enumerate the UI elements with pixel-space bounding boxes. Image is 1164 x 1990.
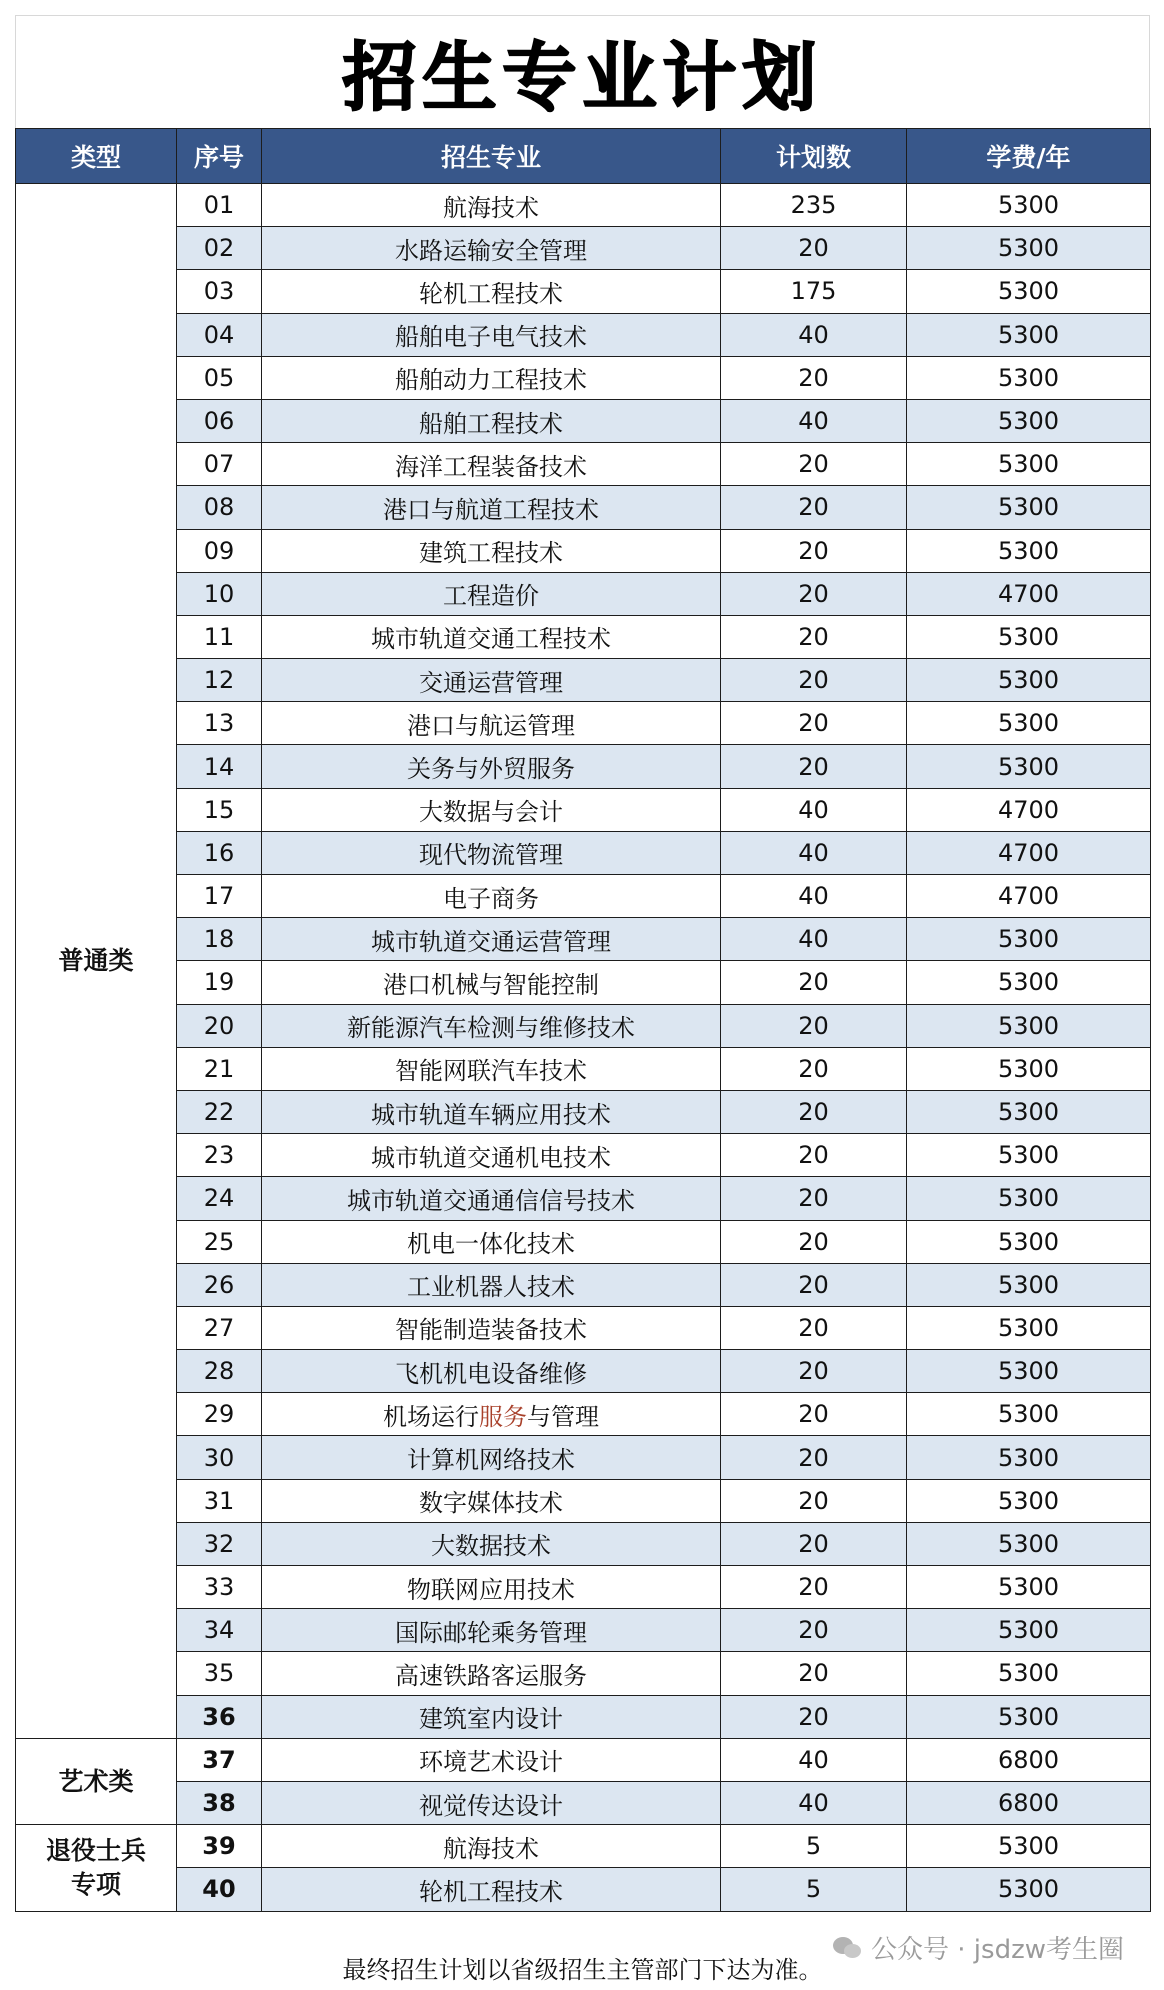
- plan-count: 175: [721, 270, 907, 313]
- table-row: [16, 831, 1151, 874]
- row-number: 11: [177, 615, 262, 658]
- plan-count: 20: [721, 1652, 907, 1695]
- table-row: [16, 184, 1151, 227]
- plan-count: 20: [721, 615, 907, 658]
- tuition-fee: 5300: [907, 1609, 1151, 1652]
- table-header-row: [16, 129, 1151, 184]
- row-number: 23: [177, 1134, 262, 1177]
- tuition-fee: 5300: [907, 1004, 1151, 1047]
- tuition-fee: 5300: [907, 1825, 1151, 1868]
- tuition-fee: 6800: [907, 1738, 1151, 1781]
- major-name: 建筑工程技术: [262, 529, 721, 572]
- major-name: 智能网联汽车技术: [262, 1047, 721, 1090]
- plan-count: 20: [721, 1695, 907, 1738]
- table-row: [16, 702, 1151, 745]
- plan-count: 40: [721, 918, 907, 961]
- table-row: [16, 529, 1151, 572]
- row-number: 05: [177, 356, 262, 399]
- major-name: 船舶电子电气技术: [262, 313, 721, 356]
- table-row: [16, 918, 1151, 961]
- major-name: 港口与航道工程技术: [262, 486, 721, 529]
- tuition-fee: 5300: [907, 356, 1151, 399]
- major-name: 城市轨道交通运营管理: [262, 918, 721, 961]
- plan-count: 20: [721, 702, 907, 745]
- row-number: 10: [177, 572, 262, 615]
- row-number: 07: [177, 443, 262, 486]
- plan-count: 20: [721, 1220, 907, 1263]
- plan-count: 40: [721, 399, 907, 442]
- row-number: 17: [177, 875, 262, 918]
- tuition-fee: 4700: [907, 875, 1151, 918]
- plan-count: 40: [721, 788, 907, 831]
- table-row: [16, 1220, 1151, 1263]
- row-number: 40: [177, 1868, 262, 1911]
- tuition-fee: 4700: [907, 831, 1151, 874]
- table-row: [16, 788, 1151, 831]
- plan-count: 20: [721, 1393, 907, 1436]
- major-name-part: 机场运行: [383, 1402, 479, 1431]
- table-row: [16, 1781, 1151, 1824]
- table-row: [16, 875, 1151, 918]
- major-name: 港口机械与智能控制: [262, 961, 721, 1004]
- header-no: 序号: [177, 129, 262, 184]
- major-name: 建筑室内设计: [262, 1695, 721, 1738]
- major-name-part: 服务: [479, 1402, 527, 1431]
- table-row: [16, 1177, 1151, 1220]
- plan-count: 5: [721, 1825, 907, 1868]
- header-major: 招生专业: [262, 129, 721, 184]
- table-row: [16, 1738, 1151, 1781]
- plan-sheet: [15, 15, 1150, 1984]
- row-number: 19: [177, 961, 262, 1004]
- page-title: 招生专业计划: [342, 35, 823, 121]
- table-row: [16, 1047, 1151, 1090]
- tuition-fee: 5300: [907, 313, 1151, 356]
- table-row: [16, 313, 1151, 356]
- table-row: [16, 1350, 1151, 1393]
- row-number: 30: [177, 1436, 262, 1479]
- category-cell: 普通类: [16, 184, 177, 1739]
- row-number: 28: [177, 1350, 262, 1393]
- major-name: 环境艺术设计: [262, 1738, 721, 1781]
- major-name: 高速铁路客运服务: [262, 1652, 721, 1695]
- plan-count: 20: [721, 1047, 907, 1090]
- major-name: 新能源汽车检测与维修技术: [262, 1004, 721, 1047]
- title-box: [15, 15, 1150, 128]
- major-name: 港口与航运管理: [262, 702, 721, 745]
- plan-count: 20: [721, 1306, 907, 1349]
- plan-count: 20: [721, 486, 907, 529]
- tuition-fee: 5300: [907, 659, 1151, 702]
- plan-count: 20: [721, 227, 907, 270]
- tuition-fee: 5300: [907, 1090, 1151, 1133]
- table-row: [16, 615, 1151, 658]
- tuition-fee: 5300: [907, 615, 1151, 658]
- header-plan: 计划数: [721, 129, 907, 184]
- major-name: 轮机工程技术: [262, 1868, 721, 1911]
- header-fee: 学费/年: [907, 129, 1151, 184]
- footer-note: 最终招生计划以省级招生主管部门下达为准。: [342, 1956, 823, 1984]
- plan-count: 40: [721, 1738, 907, 1781]
- table-row: [16, 1263, 1151, 1306]
- tuition-fee: 5300: [907, 1479, 1151, 1522]
- row-number: 33: [177, 1566, 262, 1609]
- table-row: [16, 270, 1151, 313]
- table-row: [16, 356, 1151, 399]
- row-number: 02: [177, 227, 262, 270]
- major-name: 轮机工程技术: [262, 270, 721, 313]
- plan-count: 20: [721, 1522, 907, 1565]
- table-row: [16, 572, 1151, 615]
- plan-count: 20: [721, 1263, 907, 1306]
- plan-count: 20: [721, 745, 907, 788]
- row-number: 29: [177, 1393, 262, 1436]
- tuition-fee: 5300: [907, 1263, 1151, 1306]
- plan-count: 20: [721, 1004, 907, 1047]
- wechat-icon: [833, 1935, 863, 1961]
- tuition-fee: 5300: [907, 1393, 1151, 1436]
- tuition-fee: 5300: [907, 961, 1151, 1004]
- table-row: [16, 1436, 1151, 1479]
- major-name: 城市轨道交通工程技术: [262, 615, 721, 658]
- major-name: 飞机机电设备维修: [262, 1350, 721, 1393]
- tuition-fee: 5300: [907, 1177, 1151, 1220]
- major-name: 计算机网络技术: [262, 1436, 721, 1479]
- tuition-fee: 5300: [907, 1436, 1151, 1479]
- tuition-fee: 5300: [907, 1134, 1151, 1177]
- major-name: 国际邮轮乘务管理: [262, 1609, 721, 1652]
- tuition-fee: 5300: [907, 745, 1151, 788]
- watermark: [833, 1929, 1124, 1966]
- table-row: [16, 659, 1151, 702]
- table-row: [16, 1090, 1151, 1133]
- tuition-fee: 5300: [907, 529, 1151, 572]
- major-name: 数字媒体技术: [262, 1479, 721, 1522]
- row-number: 35: [177, 1652, 262, 1695]
- plan-count: 40: [721, 831, 907, 874]
- major-name: 海洋工程装备技术: [262, 443, 721, 486]
- tuition-fee: 5300: [907, 918, 1151, 961]
- tuition-fee: 5300: [907, 1695, 1151, 1738]
- row-number: 26: [177, 1263, 262, 1306]
- major-name: 船舶工程技术: [262, 399, 721, 442]
- plan-count: 20: [721, 443, 907, 486]
- row-number: 31: [177, 1479, 262, 1522]
- major-name: 大数据技术: [262, 1522, 721, 1565]
- plan-count: 40: [721, 1781, 907, 1824]
- table-row: [16, 1393, 1151, 1436]
- row-number: 08: [177, 486, 262, 529]
- plan-count: 20: [721, 1436, 907, 1479]
- major-name: 水路运输安全管理: [262, 227, 721, 270]
- table-row: [16, 1004, 1151, 1047]
- table-row: [16, 1134, 1151, 1177]
- row-number: 27: [177, 1306, 262, 1349]
- major-name: 大数据与会计: [262, 788, 721, 831]
- plan-count: 20: [721, 1566, 907, 1609]
- table-row: [16, 486, 1151, 529]
- plan-count: 20: [721, 356, 907, 399]
- major-name: 智能制造装备技术: [262, 1306, 721, 1349]
- row-number: 09: [177, 529, 262, 572]
- plan-count: 20: [721, 961, 907, 1004]
- tuition-fee: 5300: [907, 1306, 1151, 1349]
- major-name-part: 与管理: [527, 1402, 599, 1431]
- row-number: 04: [177, 313, 262, 356]
- plan-count: 5: [721, 1868, 907, 1911]
- major-name: 物联网应用技术: [262, 1566, 721, 1609]
- tuition-fee: 5300: [907, 1652, 1151, 1695]
- plan-count: 20: [721, 529, 907, 572]
- row-number: 20: [177, 1004, 262, 1047]
- row-number: 32: [177, 1522, 262, 1565]
- row-number: 21: [177, 1047, 262, 1090]
- header-type: 类型: [16, 129, 177, 184]
- row-number: 01: [177, 184, 262, 227]
- table-row: [16, 1306, 1151, 1349]
- watermark-text: 公众号 · jsdzw考生圈: [871, 1935, 1124, 1965]
- tuition-fee: 5300: [907, 1220, 1151, 1263]
- table-row: [16, 227, 1151, 270]
- category-cell: 艺术类: [16, 1738, 177, 1824]
- tuition-fee: 5300: [907, 1350, 1151, 1393]
- tuition-fee: 5300: [907, 1047, 1151, 1090]
- plan-count: 20: [721, 1134, 907, 1177]
- table-row: [16, 1566, 1151, 1609]
- major-name: 现代物流管理: [262, 831, 721, 874]
- tuition-fee: 5300: [907, 1522, 1151, 1565]
- row-number: 39: [177, 1825, 262, 1868]
- tuition-fee: 5300: [907, 270, 1151, 313]
- row-number: 06: [177, 399, 262, 442]
- tuition-fee: 4700: [907, 572, 1151, 615]
- major-name: [262, 1393, 721, 1436]
- major-name: 城市轨道交通通信信号技术: [262, 1177, 721, 1220]
- tuition-fee: 6800: [907, 1781, 1151, 1824]
- major-name: 视觉传达设计: [262, 1781, 721, 1824]
- table-row: [16, 1868, 1151, 1911]
- major-name: 交通运营管理: [262, 659, 721, 702]
- table-row: [16, 1479, 1151, 1522]
- category-cell: 退役士兵 专项: [16, 1825, 177, 1911]
- plan-count: 40: [721, 313, 907, 356]
- tuition-fee: 5300: [907, 486, 1151, 529]
- tuition-fee: 5300: [907, 702, 1151, 745]
- tuition-fee: 5300: [907, 399, 1151, 442]
- row-number: 36: [177, 1695, 262, 1738]
- plan-count: 20: [721, 1090, 907, 1133]
- row-number: 12: [177, 659, 262, 702]
- major-name: 工业机器人技术: [262, 1263, 721, 1306]
- plan-count: 20: [721, 1479, 907, 1522]
- major-name: 电子商务: [262, 875, 721, 918]
- plan-count: 20: [721, 1350, 907, 1393]
- row-number: 14: [177, 745, 262, 788]
- major-name: 机电一体化技术: [262, 1220, 721, 1263]
- tuition-fee: 5300: [907, 443, 1151, 486]
- table-row: [16, 399, 1151, 442]
- plan-count: 20: [721, 1609, 907, 1652]
- table-row: [16, 1695, 1151, 1738]
- tuition-fee: 5300: [907, 1566, 1151, 1609]
- row-number: 15: [177, 788, 262, 831]
- row-number: 13: [177, 702, 262, 745]
- enrollment-table: [15, 128, 1151, 1912]
- plan-count: 40: [721, 875, 907, 918]
- tuition-fee: 5300: [907, 184, 1151, 227]
- table-body: [16, 184, 1151, 1912]
- major-name: 船舶动力工程技术: [262, 356, 721, 399]
- table-row: [16, 1522, 1151, 1565]
- tuition-fee: 5300: [907, 227, 1151, 270]
- row-number: 22: [177, 1090, 262, 1133]
- table-row: [16, 443, 1151, 486]
- plan-count: 20: [721, 659, 907, 702]
- major-name: 工程造价: [262, 572, 721, 615]
- table-row: [16, 1609, 1151, 1652]
- row-number: 16: [177, 831, 262, 874]
- table-row: [16, 1825, 1151, 1868]
- plan-count: 20: [721, 1177, 907, 1220]
- row-number: 24: [177, 1177, 262, 1220]
- major-name: 关务与外贸服务: [262, 745, 721, 788]
- major-name: 航海技术: [262, 184, 721, 227]
- plan-count: 235: [721, 184, 907, 227]
- table-row: [16, 745, 1151, 788]
- major-name: 航海技术: [262, 1825, 721, 1868]
- major-name: 城市轨道车辆应用技术: [262, 1090, 721, 1133]
- table-row: [16, 961, 1151, 1004]
- major-name: 城市轨道交通机电技术: [262, 1134, 721, 1177]
- tuition-fee: 5300: [907, 1868, 1151, 1911]
- row-number: 38: [177, 1781, 262, 1824]
- table-row: [16, 1652, 1151, 1695]
- plan-count: 20: [721, 572, 907, 615]
- row-number: 34: [177, 1609, 262, 1652]
- row-number: 25: [177, 1220, 262, 1263]
- tuition-fee: 4700: [907, 788, 1151, 831]
- row-number: 37: [177, 1738, 262, 1781]
- row-number: 18: [177, 918, 262, 961]
- row-number: 03: [177, 270, 262, 313]
